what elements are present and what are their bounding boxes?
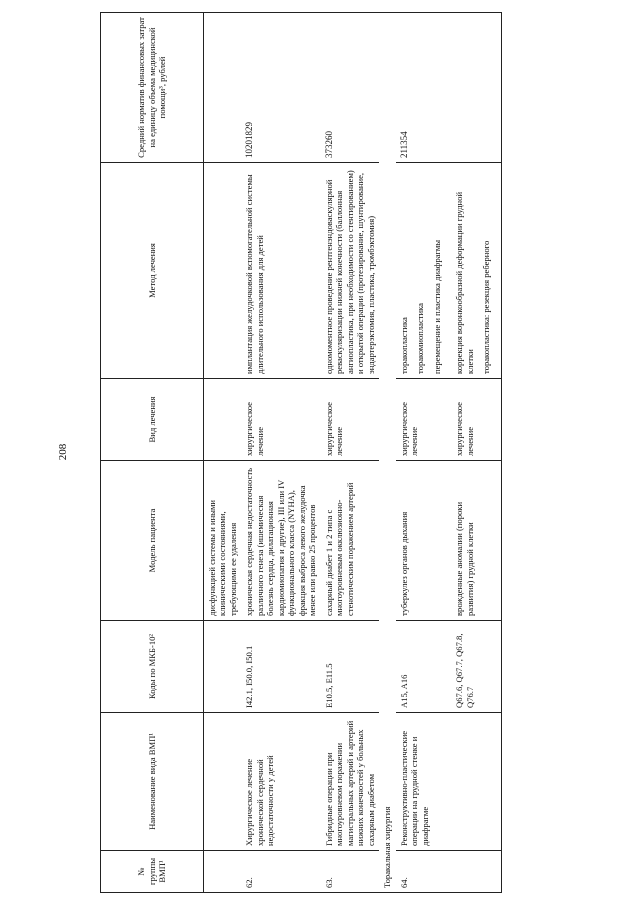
- page-number: 208: [57, 443, 69, 461]
- col-header-patient-model: Модель пациента: [101, 461, 204, 621]
- average-cost-cell: [451, 13, 501, 163]
- vmp-name-cell: Реконструктивно-пластические операции на грудной стенке и диафрагме: [396, 713, 451, 851]
- treatment-type-cell: хирургическое лечение: [451, 379, 501, 461]
- col-header-average-cost: Средний норматив финансовых затрат на единицу объема медицинской помощи³, рублей: [101, 13, 204, 163]
- treatment-method-cell: одномоментное проведение рентгенэндоваскулярной реваскуляризации нижней конечности (баллонная ангиопластика, при необходимости со стентированием) и открытой операции (протезирование, шунтирование, эндартерэктомия, пластика, тромбэктомия): [321, 163, 379, 379]
- rotated-table-wrapper: [100, 13, 580, 893]
- treatment-method-cell: [396, 163, 451, 379]
- group-number-cell: 64.: [396, 851, 451, 893]
- table-row-continuation: [204, 13, 242, 893]
- vmp-name-cell: Гибридные операции при многоуровневом поражении магистральных артерий и артерий нижних конечностей у больных сахарным диабетом: [321, 713, 379, 851]
- icd-codes-cell: Q67.6, Q67.7, Q67.8, Q76.7: [451, 621, 501, 713]
- icd-codes-cell: E10.5, E11.5: [321, 621, 379, 713]
- method-line: коррекция воронкообразной деформации грудной клетки: [454, 191, 475, 374]
- section-row: [379, 13, 395, 893]
- col-header-icd-codes: Коды по МКБ-10²: [101, 621, 204, 713]
- method-line: торакопластика: [398, 317, 409, 374]
- col-header-treatment-method: Метод лечения: [101, 163, 204, 379]
- method-line: перемещение и пластика диафрагмы: [431, 239, 442, 374]
- icd-codes-cell: A15, A16: [396, 621, 451, 713]
- treatment-type-cell: хирургическое лечение: [396, 379, 451, 461]
- vmp-name-cell: Хирургическое лечение хронической сердечной недостаточности у детей: [241, 713, 320, 851]
- treatment-type-cell: хирургическое лечение: [241, 379, 320, 461]
- table-row: [321, 13, 379, 893]
- treatment-method-cell: [451, 163, 501, 379]
- col-header-vmp-name: Наименование вида ВМП¹: [101, 713, 204, 851]
- col-header-group-number: № группы ВМП¹: [101, 851, 204, 893]
- treatment-type-cell: хирургическое лечение: [321, 379, 379, 461]
- col-header-treatment-type: Вид лечения: [101, 379, 204, 461]
- vmp-table: [100, 12, 502, 893]
- method-line: торакопластика: резекция реберного: [481, 240, 492, 374]
- table-row: [241, 13, 320, 893]
- header-row: [101, 13, 204, 893]
- method-line: торакомиопластика: [415, 303, 426, 374]
- patient-model-cell: туберкулез органов дыхания: [396, 461, 451, 621]
- treatment-method-cell: имплантация желудочковой вспомогательной системы длительного использования для детей: [241, 163, 320, 379]
- table-row: [396, 13, 451, 893]
- group-number-cell: 63.: [321, 851, 379, 893]
- section-title: Торакальная хирургия: [379, 13, 395, 893]
- patient-model-cell: дисфункцией системы и иными клиническими состояниями, требующими ее удаления: [204, 461, 242, 621]
- table-row: [451, 13, 501, 893]
- icd-codes-cell: I42.1, I50.0, I50.1: [241, 621, 320, 713]
- group-number-cell: 62.: [241, 851, 320, 893]
- patient-model-cell: хроническая сердечная недостаточность различного генеза (ишемическая болезнь сердца, дилатационная кардиомиопатия и другие), III или IV функционального класса (NYHA), фракция выброса левого желудочка менее или равно 25 процентов: [241, 461, 320, 621]
- average-cost-cell: 211354: [396, 13, 451, 163]
- average-cost-cell: 10201829: [241, 13, 320, 163]
- patient-model-cell: сахарный диабет 1 и 2 типа с многоуровневым окклюзионно-стенотическим поражением артерий: [321, 461, 379, 621]
- patient-model-cell: врожденные аномалии (пороки развития) грудной клетки: [451, 461, 501, 621]
- average-cost-cell: 373260: [321, 13, 379, 163]
